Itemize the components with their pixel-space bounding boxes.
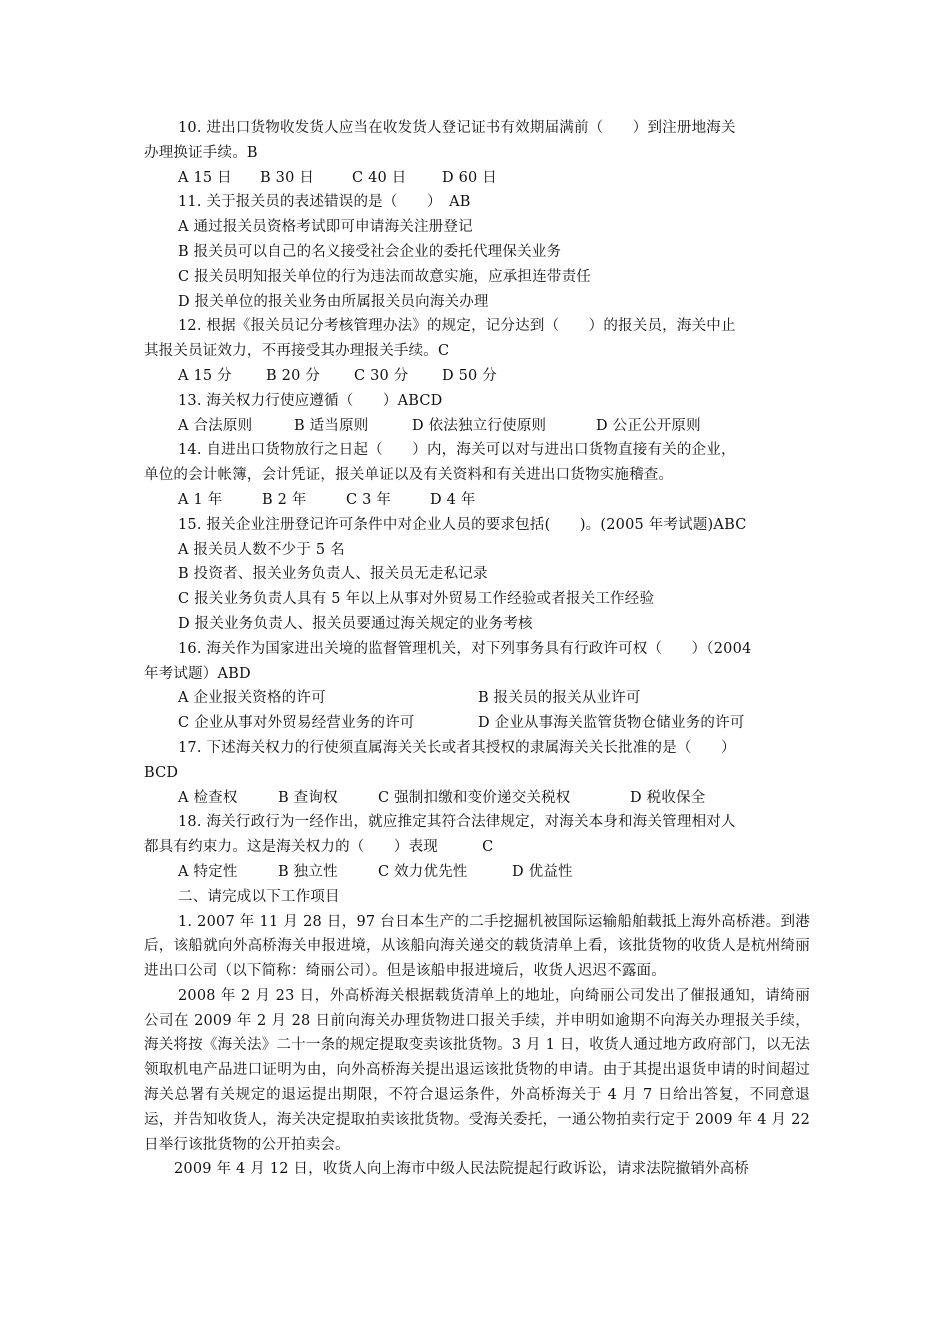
question-10-options [144, 166, 810, 191]
option-c: D 依法独立行使原则 [412, 417, 547, 434]
option-b: B 报关员的报关从业许可 [478, 690, 641, 707]
question-13-stem: 13. 海关权力行使应遵循（ ）ABCD [178, 392, 443, 409]
question-15-stem: 15. 报关企业注册登记许可条件中对企业人员的要求包括( )。(2005 年考试题)ABC [178, 516, 747, 533]
option-d: D 50 分 [442, 367, 497, 384]
option-c: C 强制扣缴和变价递交关税权 [378, 789, 571, 806]
question-12-options [144, 364, 810, 389]
question-12-line2: 其报关员证效力，不再接受其办理报关手续。C [144, 343, 450, 360]
question-17-line2: BCD [144, 764, 179, 781]
section-heading: 二、请完成以下工作项目 [178, 888, 340, 905]
option-b: B 2 年 [262, 491, 307, 508]
question-17-line1: 17. 下述海关权力的行使须直属海关关长或者其授权的隶属海关关长批准的是（ ） [178, 739, 736, 756]
question-18-options [144, 860, 810, 885]
question-18-line1: 18. 海关行政行为一经作出，就应推定其符合法律规定，对海关本身和海关管理相对人 [178, 814, 736, 831]
question-16-options-row1 [144, 686, 810, 711]
option-a: A 合法原则 [178, 417, 253, 434]
question-11-option-d: D 报关单位的报关业务由所属报关员向海关办理 [178, 293, 489, 310]
option-d: D 企业从事海关监管货物仓储业务的许可 [478, 715, 745, 732]
option-a: A 1 年 [178, 491, 223, 508]
question-15-option-a: A 报关员人数不少于 5 名 [178, 541, 345, 558]
question-11-option-c: C 报关员明知报关单位的行为违法而故意实施，应承担连带责任 [178, 268, 592, 285]
case-paragraph-2: 2008 年 2 月 23 日，外高桥海关根据载货清单上的地址，向绮丽公司发出了催报通知，请绮丽公司在 2009 年 2 月 28 日前向海关办理货物进口报关手续，并申明如逾期不向海关办理报关手续，海关将按《海关法》二十一条的规定提取变卖该批货物。3 月 1 日，收货人通过地方政府部门，以无法领取机电产品进口证明为由，向外高桥海关提出退运该批货物的申请。由于其提出退货申请的时间超过海关总署有关规定的退运提出期限，不符合退运条件，外高桥海关于 4 月 7 日给出答复，不同意退运，并告知收货人，海关决定提取拍卖该批货物。受海关委托，一通公物拍卖行定于 2009 年 4 月 22 日举行该批货物的公开拍卖会。 [144, 987, 810, 1153]
document-body [144, 116, 810, 1182]
case-paragraph-3: 2009 年 4 月 12 日，收货人向上海市中级人民法院提起行政诉讼，请求法院撤销外高桥 [174, 1161, 750, 1178]
question-13-options [144, 414, 810, 439]
question-14-line2: 单位的会计帐簿，会计凭证，报关单证以及有关资料和有关进出口货物实施稽查。 [144, 467, 674, 484]
option-c: C 40 日 [352, 169, 407, 186]
option-d: D 优益性 [512, 863, 573, 880]
question-14-options [144, 488, 810, 513]
option-d: D 税收保全 [630, 789, 706, 806]
option-b: B 30 日 [260, 169, 315, 186]
option-a: A 15 分 [178, 367, 232, 384]
question-16-line2: 年考试题）ABD [144, 665, 251, 682]
option-b: B 20 分 [266, 367, 321, 384]
question-11-option-b: B 报关员可以自己的名义接受社会企业的委托代理保关业务 [178, 243, 562, 260]
question-17-options [144, 786, 810, 811]
option-a: A 企业报关资格的许可 [178, 690, 326, 707]
question-16-options-row2 [144, 711, 810, 736]
option-b: B 独立性 [278, 863, 338, 880]
option-d: D 公正公开原则 [596, 417, 701, 434]
option-c: C 30 分 [354, 367, 409, 384]
question-11-option-a: A 通过报关员资格考试即可申请海关注册登记 [178, 219, 473, 236]
question-15-option-c: C 报关业务负责人具有 5 年以上从事对外贸易工作经验或者报关工作经验 [178, 591, 655, 608]
option-a: A 检查权 [178, 789, 238, 806]
question-10-line2: 办理换证手续。B [144, 144, 258, 161]
question-15-option-b: B 投资者、报关业务负责人、报关员无走私记录 [178, 566, 488, 583]
case-paragraph-1: 1. 2007 年 11 月 28 日，97 台日本生产的二手挖掘机被国际运输船舶载抵上海外高桥港。到港后，该船就向外高桥海关申报进境，从该船向海关递交的载货清单上看，该批货物的收货人是杭州绮丽进出口公司（以下简称：绮丽公司）。但是该船申报进境后，收货人迟迟不露面。 [144, 913, 810, 980]
question-10-line1: 10. 进出口货物收发货人应当在收发货人登记证书有效期届满前（ ）到注册地海关 [178, 120, 736, 136]
question-14-line1: 14. 自进出口货物放行之日起（ ）内，海关可以对与进出口货物直接有关的企业， [178, 442, 736, 459]
option-b: B 查询权 [278, 789, 338, 806]
option-c: C 效力优先性 [378, 863, 468, 880]
question-16-line1: 16. 海关作为国家进出关境的监督管理机关，对下列事务具有行政许可权（ ）（2004 [178, 640, 752, 657]
question-15-option-d: D 报关业务负责人、报关员要通过海关规定的业务考核 [178, 615, 533, 632]
option-a: A 特定性 [178, 863, 238, 880]
question-18-line2: 都具有约束力。这是海关权力的（ ）表现 C [144, 839, 494, 856]
option-d: D 60 日 [442, 169, 497, 186]
question-11-stem: 11. 关于报关员的表述错误的是（ ） AB [178, 194, 471, 211]
option-d: D 4 年 [430, 491, 476, 508]
option-c: C 3 年 [346, 491, 392, 508]
question-12-line1: 12. 根据《报关员记分考核管理办法》的规定，记分达到（ ）的报关员，海关中止 [178, 318, 736, 335]
option-b: B 适当原则 [294, 417, 369, 434]
option-c: C 企业从事对外贸易经营业务的许可 [178, 715, 415, 732]
option-a: A 15 日 [178, 169, 232, 186]
